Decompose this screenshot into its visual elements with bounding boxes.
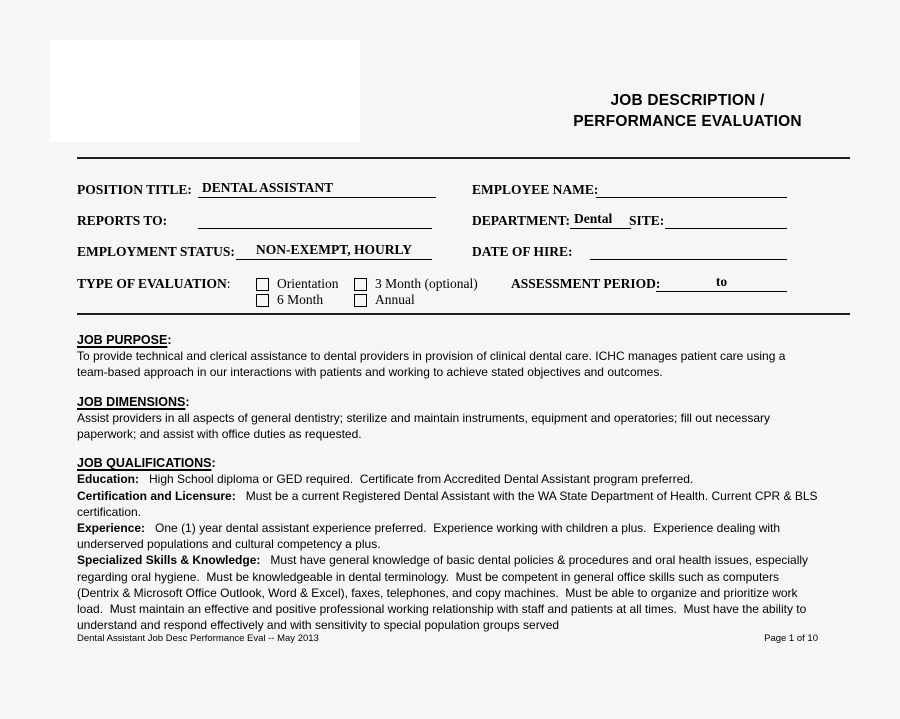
experience-label: Experience: (77, 521, 146, 536)
position-title-label: POSITION TITLE: (77, 182, 192, 197)
type-of-evaluation-label-text: TYPE OF EVALUATION (77, 276, 227, 291)
orientation-checkbox[interactable] (256, 278, 269, 291)
annual-checkbox[interactable] (354, 294, 367, 307)
specialized-skills-label: Specialized Skills & Knowledge: (77, 553, 261, 568)
job-dimensions-heading (77, 394, 819, 410)
employment-status-value: NON-EXEMPT, HOURLY (255, 242, 412, 257)
section-job-dimensions (77, 394, 819, 443)
date-of-hire-label: DATE OF HIRE: (472, 244, 573, 259)
site-field (665, 211, 787, 229)
footer-document-name: Dental Assistant Job Desc Performance Eval -- May 2013 (77, 633, 319, 644)
education-label: Education: (77, 472, 139, 487)
employee-name-label: EMPLOYEE NAME: (472, 182, 599, 197)
document-title (545, 90, 830, 132)
assessment-period-field (656, 274, 787, 292)
position-title-value: DENTAL ASSISTANT (202, 180, 334, 195)
site-label: SITE: (629, 213, 665, 228)
document-body (77, 332, 819, 633)
job-dimensions-body: Assist providers in all aspects of general dentistry; sterilize and maintain instruments, equipment and operatories; fill out necessary paperwork; and assist with office duties as requested. (77, 410, 774, 442)
six-month-checkbox[interactable] (256, 294, 269, 307)
reports-to-field (198, 211, 432, 229)
job-dimensions-heading-text: JOB DIMENSIONS (77, 394, 186, 409)
annual-checkbox-label: Annual (375, 292, 415, 307)
orientation-checkbox-label: Orientation (277, 276, 339, 291)
reports-to-label: REPORTS TO: (77, 213, 168, 228)
job-qualifications-heading-colon: : (211, 456, 216, 471)
job-purpose-heading-colon: : (167, 333, 172, 347)
employment-status-label: EMPLOYMENT STATUS: (77, 244, 235, 259)
assessment-period-label: ASSESSMENT PERIOD: (511, 276, 661, 291)
qualification-experience (77, 520, 819, 552)
department-value: Dental (574, 211, 613, 226)
certification-label: Certification and Licensure: (77, 488, 236, 503)
position-title-field (198, 180, 436, 198)
job-purpose-heading-text: JOB PURPOSE (77, 333, 168, 347)
job-qualifications-heading (77, 455, 819, 471)
employment-status-field (236, 242, 432, 260)
department-label: DEPARTMENT: (472, 213, 571, 228)
section-job-purpose (77, 332, 819, 381)
type-of-evaluation-colon: : (226, 276, 231, 291)
section-job-qualifications (77, 455, 819, 633)
three-month-checkbox-label: 3 Month (optional) (375, 276, 478, 291)
date-of-hire-field (590, 242, 787, 260)
certification-text: Must be a current Registered Dental Assistant with the WA State Department of Health. Current CPR & BLS certification. (77, 488, 821, 519)
job-qualifications-heading-text: JOB QUALIFICATIONS (77, 456, 212, 471)
qualification-specialized-skills (77, 552, 819, 633)
experience-text: One (1) year dental assistant experience preferred. Experience working with children a plus. Experience dealing with underserved populations and cultural competency a plus. (77, 521, 784, 552)
three-month-checkbox[interactable] (354, 278, 367, 291)
form-divider (77, 313, 850, 315)
education-text: High School diploma or GED required. Certificate from Accredited Dental Assistant program preferred. (139, 472, 694, 487)
job-purpose-body: To provide technical and clerical assistance to dental providers in provision of clinical dental care. ICHC manages patient care using a team-based approach in our interactions with patients and working to achieve stated objectives and outcomes. (77, 349, 789, 380)
department-field (570, 211, 631, 229)
document-title-line2: PERFORMANCE EVALUATION (573, 113, 802, 130)
six-month-checkbox-label: 6 Month (277, 292, 324, 307)
assessment-period-to: to (715, 274, 728, 289)
qualification-education (77, 471, 819, 487)
footer-page-number: Page 1 of 10 (764, 633, 818, 644)
type-of-evaluation-label (77, 276, 231, 292)
job-dimensions-heading-colon: : (185, 394, 190, 409)
page-footer (77, 633, 818, 644)
employee-name-field (596, 180, 787, 198)
qualification-certification (77, 488, 819, 520)
logo-placeholder (50, 40, 360, 142)
job-purpose-heading (77, 332, 819, 348)
specialized-skills-text: Must have general knowledge of basic dental policies & procedures and oral health issues, especially regarding oral hygiene. Must be knowledgeable in dental terminology. Must be competent in general office skills such as computers (Dentrix & Microsoft Office Outlook, Word & Excel), faxes, telephones, and copy machines. Must be able to organize and prioritize work load. Must maintain an effective and positive professional working relationship with staff and patients at all times. Must have the ability to understand and respond effectively and with sensitivity to special population groups served (77, 553, 812, 633)
document-title-line1: JOB DESCRIPTION / (610, 92, 765, 109)
header-divider (77, 157, 850, 159)
